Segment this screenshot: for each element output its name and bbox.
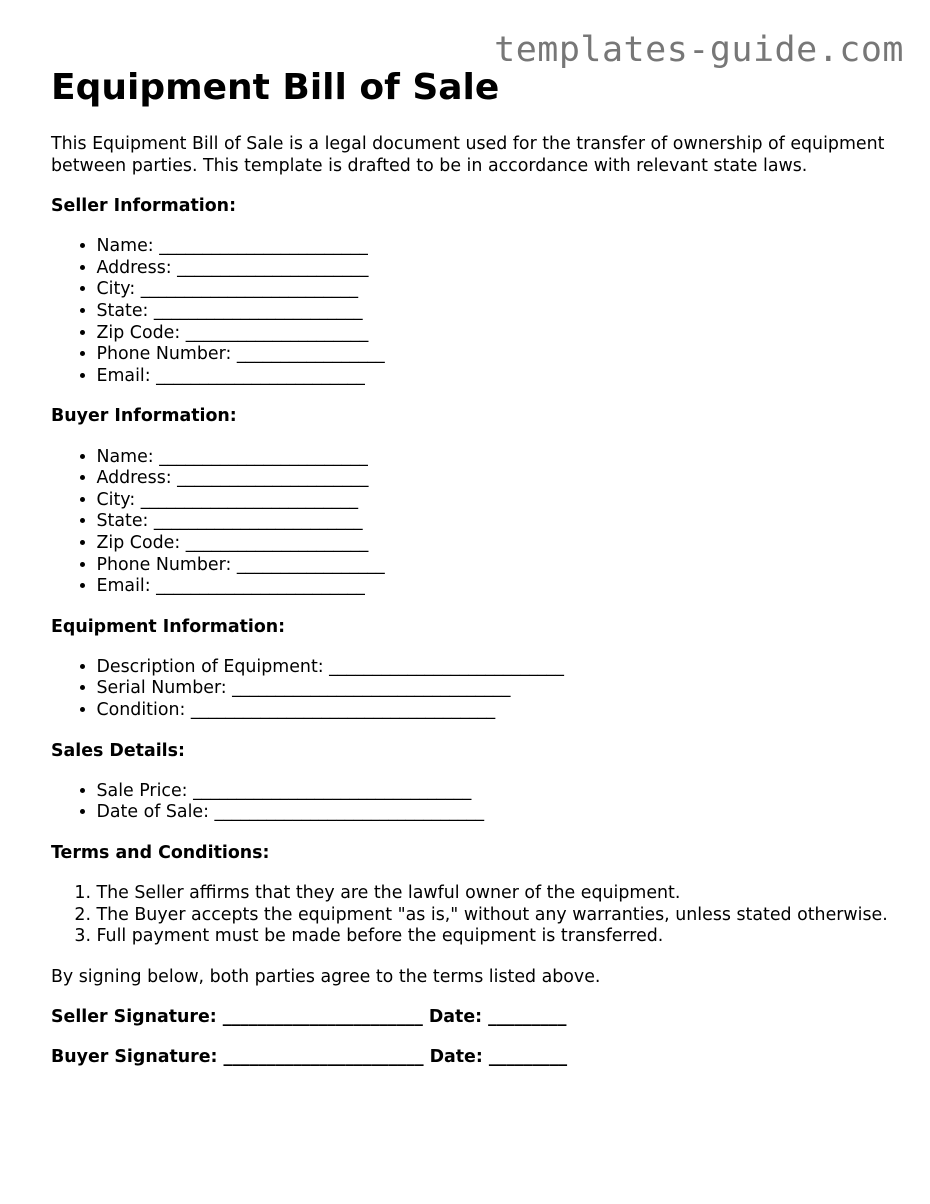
equipment-info-list <box>51 657 891 722</box>
equipment-serial-field: • Serial Number: ________________________________ <box>97 678 892 700</box>
buyer-signature-line: Buyer Signature: _______________________ Date: _________ <box>51 1046 568 1067</box>
sales-details-heading: Sales Details: <box>51 740 185 761</box>
seller-phone-field: • Phone Number: _________________ <box>97 344 892 366</box>
equipment-info-heading: Equipment Information: <box>51 616 286 637</box>
seller-zip-field: • Zip Code: _____________________ <box>97 323 892 345</box>
term-item: 2. The Buyer accepts the equipment "as is," without any warranties, unless stated otherwise. <box>97 905 892 927</box>
buyer-name-field: • Name: ________________________ <box>97 447 892 469</box>
buyer-zip-field: • Zip Code: _____________________ <box>97 533 892 555</box>
terms-list <box>51 883 891 948</box>
seller-info-list <box>51 236 891 387</box>
term-item: 1. The Seller affirms that they are the lawful owner of the equipment. <box>97 883 892 905</box>
seller-signature-line: Seller Signature: _______________________ Date: _________ <box>51 1006 567 1027</box>
seller-city-field: • City: _________________________ <box>97 279 892 301</box>
buyer-email-field: • Email: ________________________ <box>97 576 892 598</box>
closing-statement: By signing below, both parties agree to the terms listed above. <box>51 966 601 987</box>
term-item: 3. Full payment must be made before the equipment is transferred. <box>97 926 892 948</box>
seller-address-field: • Address: ______________________ <box>97 258 892 280</box>
buyer-info-list <box>51 447 891 598</box>
sale-price-field: • Sale Price: ________________________________ <box>97 781 892 803</box>
buyer-address-field: • Address: ______________________ <box>97 468 892 490</box>
buyer-phone-field: • Phone Number: _________________ <box>97 555 892 577</box>
seller-email-field: • Email: ________________________ <box>97 366 892 388</box>
equipment-description-field: • Description of Equipment: ___________________________ <box>97 657 892 679</box>
seller-state-field: • State: ________________________ <box>97 301 892 323</box>
document-title: Equipment Bill of Sale <box>51 67 500 108</box>
buyer-city-field: • City: _________________________ <box>97 490 892 512</box>
watermark: templates-guide.com <box>494 30 904 70</box>
seller-name-field: • Name: ________________________ <box>97 236 892 258</box>
intro-paragraph: This Equipment Bill of Sale is a legal document used for the transfer of ownership of equipment between parties. This template is drafted to be in accordance with relevant state laws. <box>51 134 885 176</box>
buyer-info-heading: Buyer Information: <box>51 406 237 427</box>
equipment-condition-field: • Condition: ___________________________________ <box>97 700 892 722</box>
seller-info-heading: Seller Information: <box>51 196 237 217</box>
sales-details-list <box>51 781 891 824</box>
terms-heading: Terms and Conditions: <box>51 842 270 863</box>
document-page <box>51 64 891 1069</box>
sale-date-field: • Date of Sale: _______________________________ <box>97 802 892 824</box>
buyer-state-field: • State: ________________________ <box>97 511 892 533</box>
